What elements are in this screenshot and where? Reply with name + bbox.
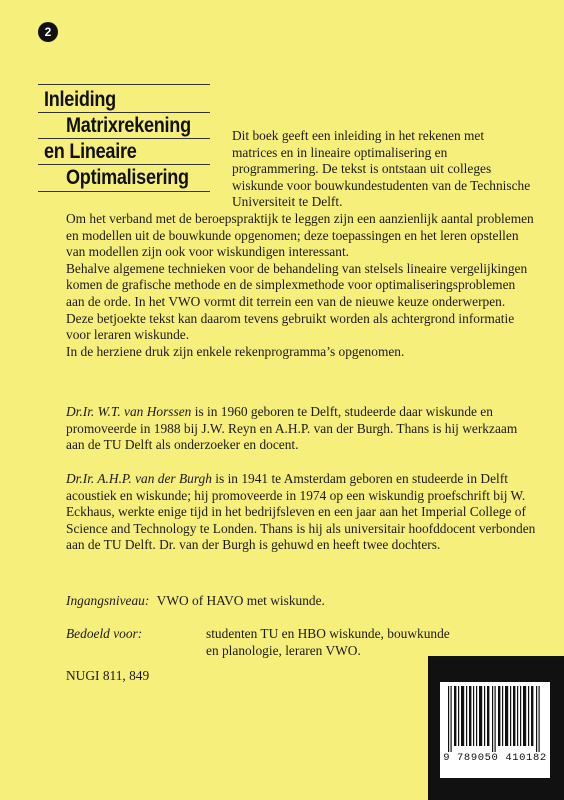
paragraph-context: Om het verband met de beroepspraktijk te leggen zijn een aanzienlijk aantal problemen en modellen uit de bouwkunde opgenomen; deze toepassingen en het leren opstellen van modellen zijn ook voor wiskundigen interessant. xyxy=(66,211,534,260)
author-name: Dr.Ir. A.H.P. van der Burgh xyxy=(66,471,212,486)
isbn-digits: 9 789050 410182 xyxy=(443,752,547,764)
description-text xyxy=(66,211,536,360)
ingangsniveau-label: Ingangsniveau: xyxy=(66,593,150,608)
title-line-2: Matrixrekening xyxy=(66,114,191,137)
author-bio-burgh xyxy=(66,471,536,554)
title-rule-3 xyxy=(38,164,210,165)
ingangsniveau-value: VWO of HAVO met wiskunde. xyxy=(156,593,325,608)
bedoeld-line-1: studenten TU en HBO wiskunde, bouwkunde xyxy=(206,626,450,641)
author-bio-text: is in 1960 geboren te Delft, studeerde daar wiskunde en promoveerde in 1988 bij J.W. Reyn en A.H.P. van der Burgh. Thans is hij werkzaam aan de TU Delft als onderzoeker en docent. xyxy=(66,404,518,453)
author-name: Dr.Ir. W.T. van Horssen xyxy=(66,404,192,419)
barcode-bars xyxy=(446,686,544,752)
chapter-badge: 2 xyxy=(38,22,58,42)
nugi-code: NUGI 811, 849 xyxy=(66,668,150,683)
author-bio-horssen xyxy=(66,404,536,454)
intro-paragraph xyxy=(232,128,532,211)
title-rule-top xyxy=(38,84,210,85)
title-rule-bottom xyxy=(38,191,210,192)
ingangsniveau-row xyxy=(66,593,325,610)
title-line-1: Inleiding xyxy=(44,88,116,111)
bedoeld-row xyxy=(66,626,466,659)
intro-text: Dit boek geeft een inleiding in het rekenen met matrices en in lineaire optimalisering en programmering. De tekst is ontstaan uit colleges wiskunde voor bouwkundestudenten van de Technische Universiteit te Delft. xyxy=(232,128,531,210)
title-rule-2 xyxy=(38,138,210,139)
paragraph-revision: In de herziene druk zijn enkele rekenprogramma’s opgenomen. xyxy=(66,343,405,359)
paragraph-techniques: Behalve algemene technieken voor de behandeling van stelsels lineaire vergelijkingen komen de grafische methode en de simplexmethode voor optimaliseringsproblemen aan de orde. In het VWO vormt dit terrein een van de nieuwe keuze onderwerpen. Deze betjoekte tekst kan daarom tevens gebruikt worden als achtergrond informatie voor leraren wiskunde. xyxy=(66,260,528,343)
bedoeld-label: Bedoeld voor: xyxy=(66,626,143,641)
title-line-3: en Lineaire xyxy=(44,140,137,163)
bedoeld-line-2: en planologie, leraren VWO. xyxy=(206,642,361,658)
author-bio-text: is in 1941 te Amsterdam geboren en studeerde in Delft acoustiek en wiskunde; hij promoveerde in 1974 op een wiskundig proefschrift bij W. Eckhaus, werkte enige tijd in het bedrijfsleven en een jaar aan het Imperial College of Science and Technology te Londen. Thans is hij als universitair hoofddocent verbonden aan de TU Delft. Dr. van der Burgh is gehuwd en heeft twee dochters. xyxy=(66,471,536,553)
title-rule-1 xyxy=(38,112,210,113)
title-line-4: Optimalisering xyxy=(66,166,189,189)
